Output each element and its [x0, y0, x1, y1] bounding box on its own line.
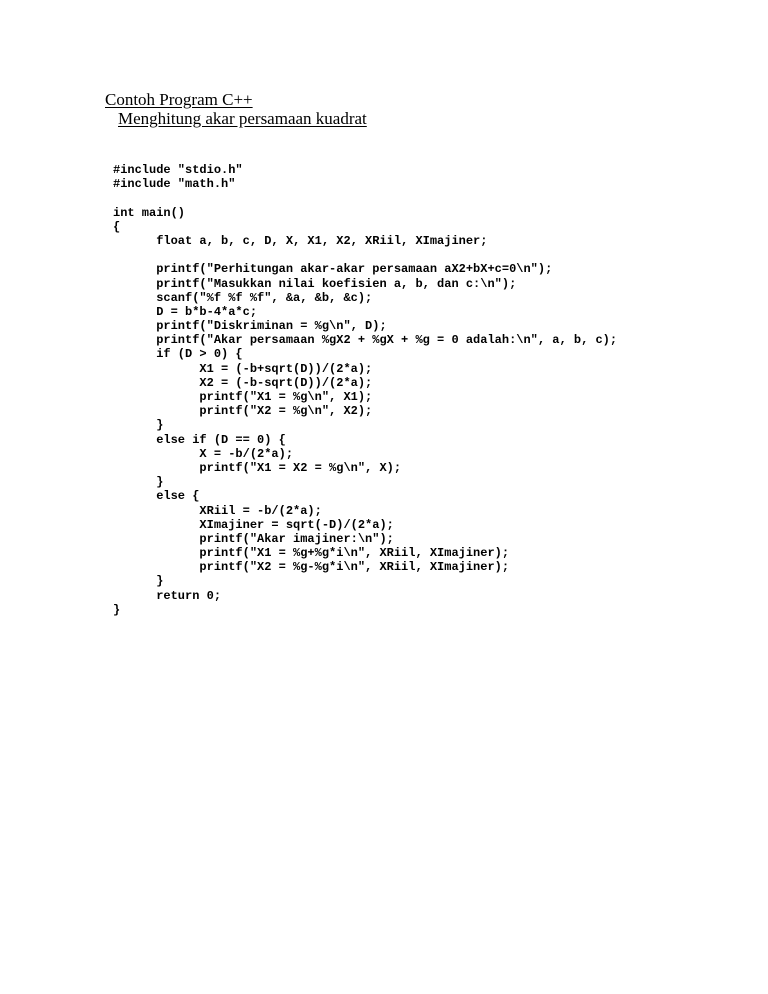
code-line — [113, 248, 617, 262]
code-line: X = -b/(2*a); — [113, 446, 294, 461]
code-line: if (D > 0) { — [113, 347, 243, 362]
code-line: } — [113, 574, 164, 589]
code-line: printf("X1 = %g+%g*i\n", XRiil, XImajiner); — [113, 546, 510, 561]
code-line: printf("X2 = %g-%g*i\n", XRiil, XImajiner); — [113, 560, 510, 575]
code-line: float a, b, c, D, X, X1, X2, XRiil, XImajiner; — [113, 233, 488, 248]
code-line: printf("X1 = X2 = %g\n", X); — [113, 460, 402, 475]
code-line: X2 = (-b-sqrt(D))/(2*a); — [113, 375, 373, 390]
code-line: scanf("%f %f %f", &a, &b, &c); — [113, 290, 373, 305]
code-line: X1 = (-b+sqrt(D))/(2*a); — [113, 361, 373, 376]
code-line: D = b*b-4*a*c; — [113, 304, 258, 319]
code-line: int main() — [113, 205, 186, 220]
code-line: printf("Diskriminan = %g\n", D); — [113, 319, 387, 334]
code-line: else { — [113, 489, 200, 504]
code-line: else if (D == 0) { — [113, 432, 286, 447]
code-line: } — [113, 418, 164, 433]
page-title: Contoh Program C++ — [105, 90, 253, 109]
code-line: printf("Akar persamaan %gX2 + %gX + %g = 0 adalah:\n", a, b, c); — [113, 333, 618, 348]
code-line: printf("Akar imajiner:\n"); — [113, 531, 394, 546]
code-line: } — [113, 602, 121, 617]
code-line: #include "stdio.h" — [113, 163, 243, 177]
code-line: printf("Perhitungan akar-akar persamaan aX2+bX+c=0\n"); — [113, 262, 553, 277]
code-line: XImajiner = sqrt(-D)/(2*a); — [113, 517, 394, 532]
code-line: printf("X2 = %g\n", X2); — [113, 404, 373, 419]
code-block — [113, 163, 617, 617]
page-subtitle: Menghitung akar persamaan kuadrat — [118, 109, 367, 128]
code-line: { — [113, 219, 121, 234]
code-line: #include "math.h" — [113, 177, 236, 192]
code-line: printf("Masukkan nilai koefisien a, b, dan c:\n"); — [113, 276, 517, 291]
code-line: XRiil = -b/(2*a); — [113, 503, 322, 518]
code-line: return 0; — [113, 588, 222, 603]
code-line: } — [113, 475, 164, 490]
code-line: printf("X1 = %g\n", X1); — [113, 390, 373, 404]
code-line — [113, 191, 617, 205]
